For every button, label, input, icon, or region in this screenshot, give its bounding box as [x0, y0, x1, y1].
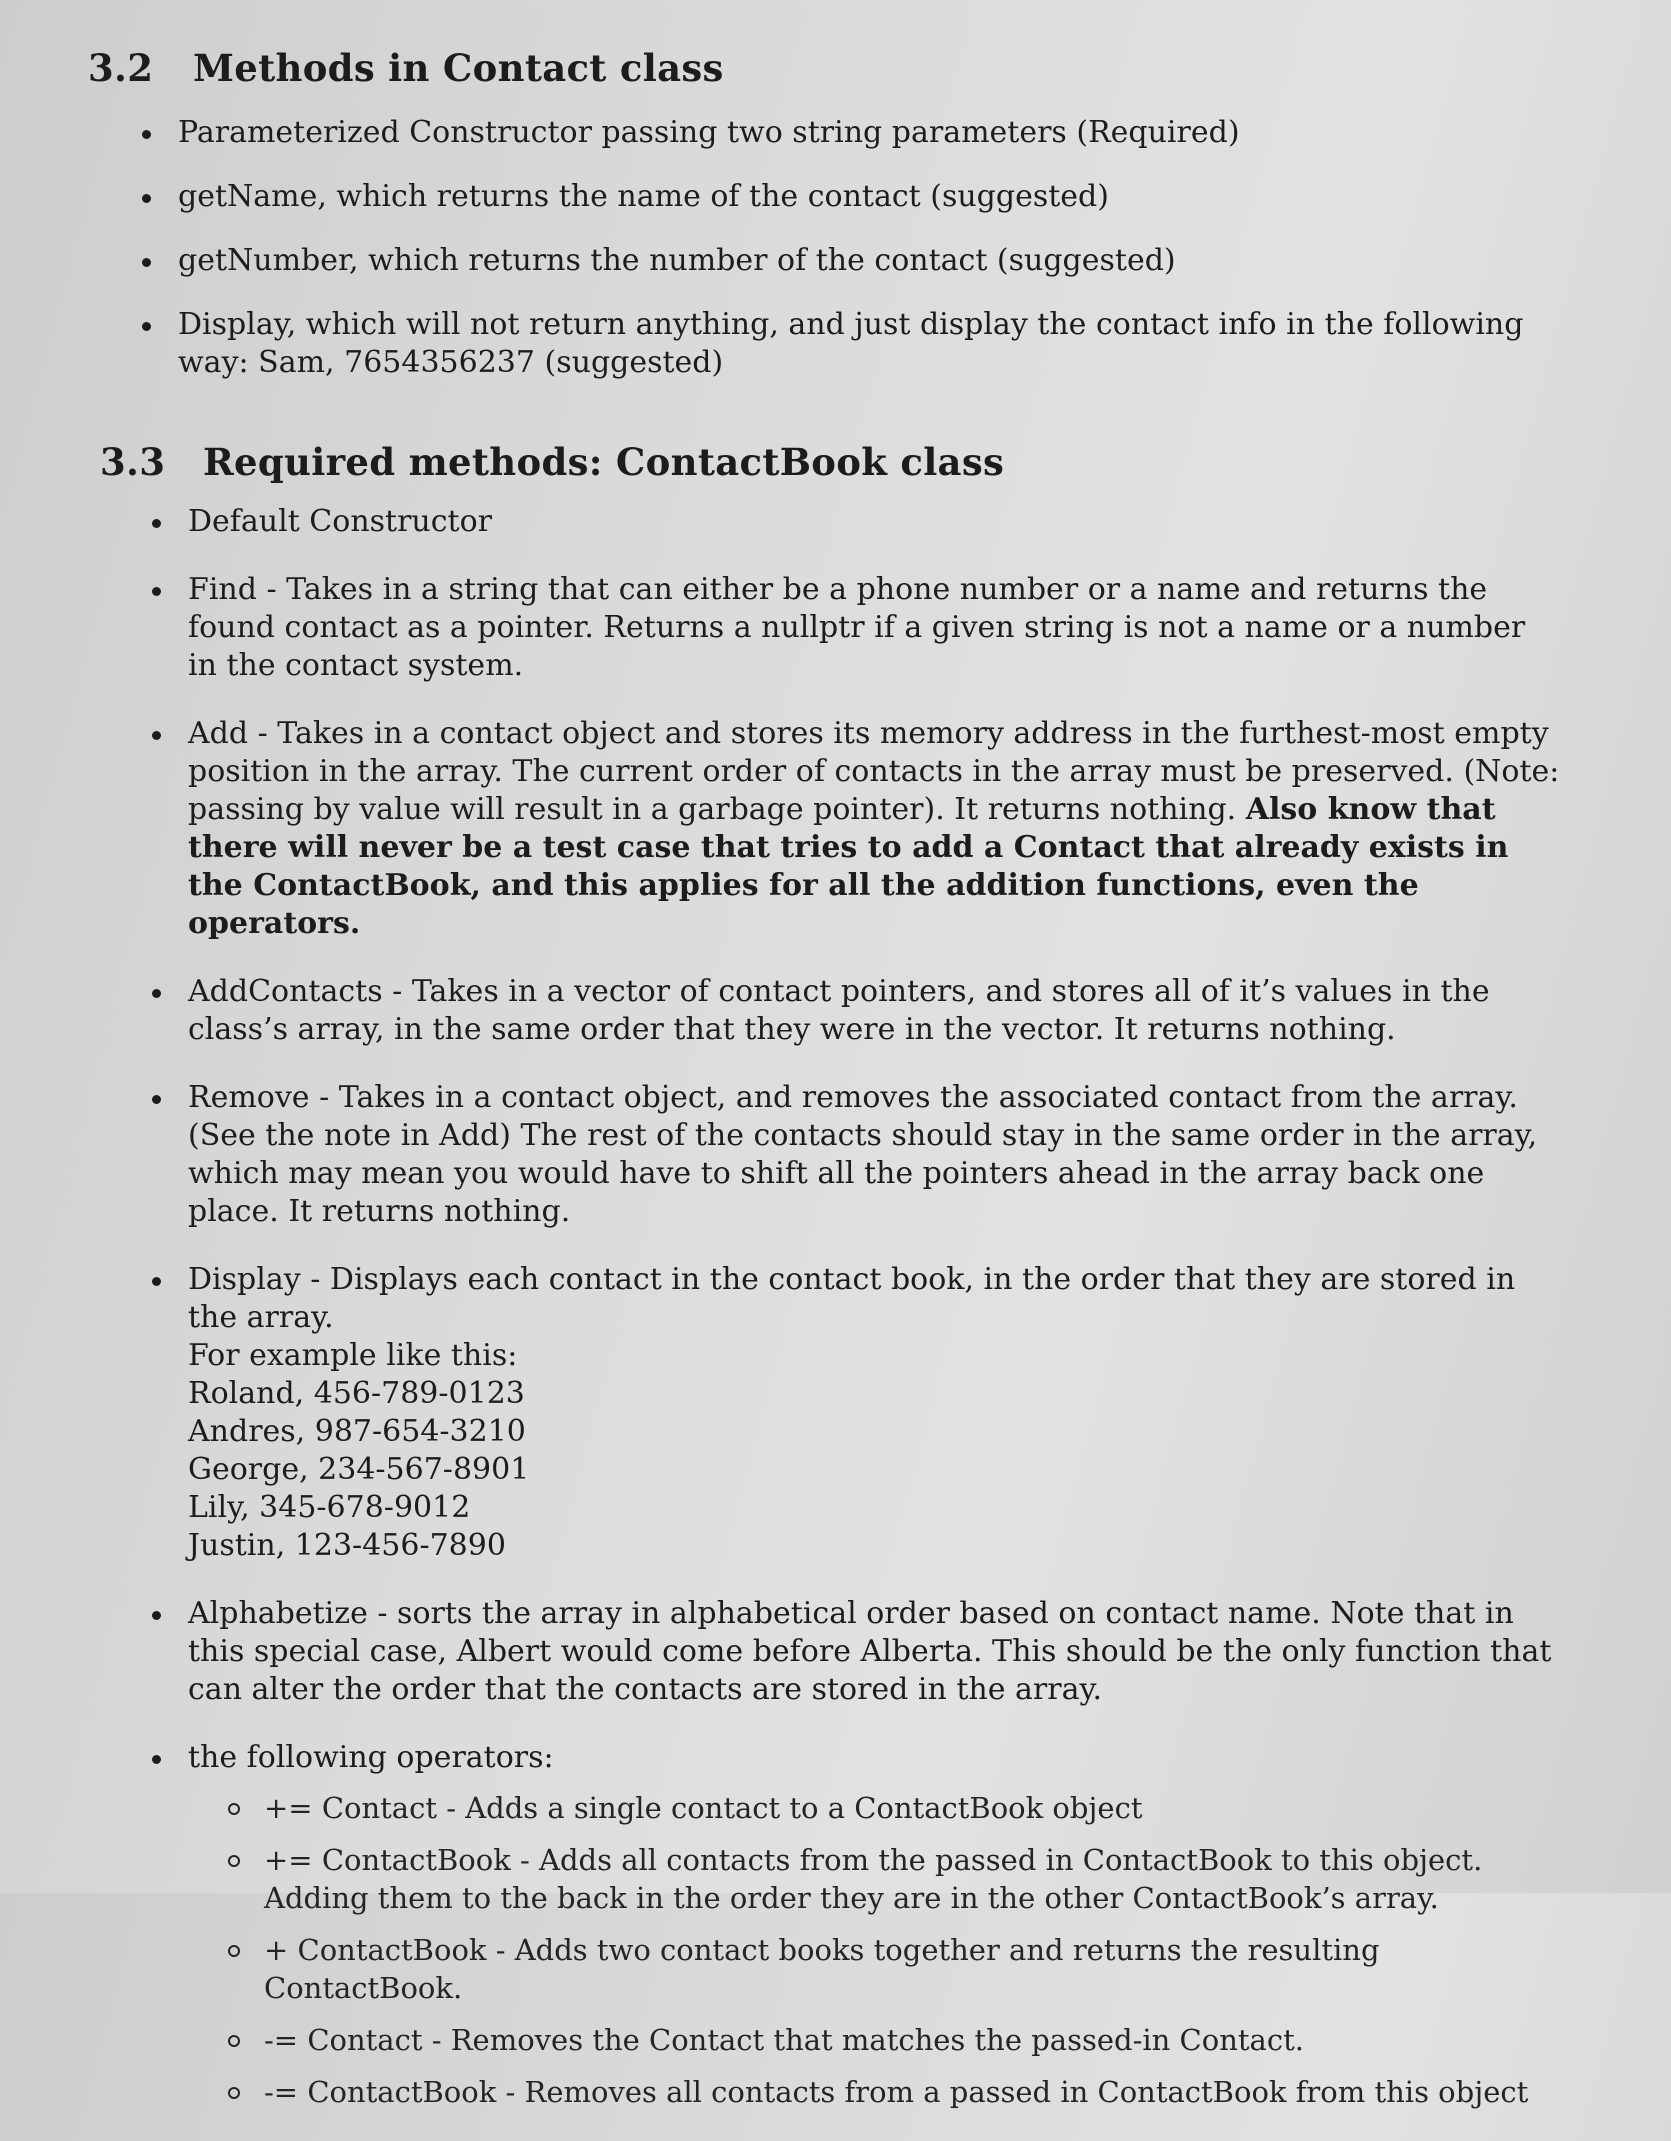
list-item: getNumber, which returns the number of the contact (suggested)	[142, 242, 1562, 280]
add-bold-note: Also know that there will never be a test case that tries to add a Contact that already exists in the ContactBook, and this applies for all the addition functions, even the operators.	[188, 792, 1509, 941]
section-number: 3.2	[88, 46, 154, 90]
operators-label: the following operators:	[188, 1740, 554, 1775]
contact-methods-list	[142, 114, 1562, 408]
section-title: Methods in Contact class	[193, 46, 724, 90]
list-item-default-constructor: Default Constructor	[152, 503, 1562, 541]
example-line: George, 234-567-8901	[188, 1452, 530, 1487]
display-intro: Display - Displays each contact in the contact book, in the order that they are stored in the array.	[188, 1262, 1516, 1335]
operator-item: -= Contact - Removes the Contact that matches the passed-in Contact.	[228, 2021, 1562, 2059]
display-example-lines	[188, 1375, 1562, 1565]
list-item-find: Find - Takes in a string that can either be a phone number or a name and returns the found contact as a pointer. Returns a nullptr if a given string is not a name or a number in the contact system.	[152, 571, 1562, 685]
list-item: Parameterized Constructor passing two string parameters (Required)	[142, 114, 1562, 152]
example-line: Justin, 123-456-7890	[188, 1528, 506, 1563]
operator-item: += Contact - Adds a single contact to a ContactBook object	[228, 1789, 1562, 1827]
example-line: Lily, 345-678-9012	[188, 1490, 471, 1525]
add-description: Add - Takes in a contact object and stores its memory address in the furthest-most empty position in the array. The current order of contacts in the array must be preserved. (Note: passing by value will result in a garbage pointer). It returns nothing.	[188, 716, 1560, 827]
operator-item: + ContactBook - Adds two contact books together and returns the resulting ContactBook.	[228, 1931, 1562, 2007]
section-title: Required methods: ContactBook class	[203, 440, 1005, 484]
list-item-operators	[152, 1739, 1562, 2111]
section-number: 3.3	[100, 440, 166, 484]
operator-item: += ContactBook - Adds all contacts from the passed in ContactBook to this object. Adding them to the back in the order they are in the other ContactBook’s array.	[228, 1841, 1562, 1917]
display-example-label: For example like this:	[188, 1338, 518, 1373]
section-3-3-heading	[100, 440, 1004, 484]
list-item-add	[152, 715, 1562, 943]
list-item: getName, which returns the name of the contact (suggested)	[142, 178, 1562, 216]
operator-item: -= ContactBook - Removes all contacts from a passed in ContactBook from this object	[228, 2073, 1562, 2111]
example-line: Andres, 987-654-3210	[188, 1414, 526, 1449]
list-item-add-contacts: AddContacts - Takes in a vector of contact pointers, and stores all of it’s values in the class’s array, in the same order that they were in the vector. It returns nothing.	[152, 973, 1562, 1049]
section-3-2-heading	[88, 46, 724, 90]
list-item-alphabetize: Alphabetize - sorts the array in alphabetical order based on contact name. Note that in this special case, Albert would come before Alberta. This should be the only function that can alter the order that the contacts are stored in the array.	[152, 1595, 1562, 1709]
example-line: Roland, 456-789-0123	[188, 1376, 525, 1411]
list-item: Display, which will not return anything, and just display the contact info in the following way: Sam, 7654356237 (suggested)	[142, 306, 1562, 382]
operators-list	[228, 1789, 1562, 2111]
list-item-remove: Remove - Takes in a contact object, and removes the associated contact from the array. (See the note in Add) The rest of the contacts should stay in the same order in the array, which may mean you would have to shift all the pointers ahead in the array back one place. It returns nothing.	[152, 1079, 1562, 1231]
contactbook-methods-list	[152, 503, 1562, 2141]
list-item-display	[152, 1261, 1562, 1565]
